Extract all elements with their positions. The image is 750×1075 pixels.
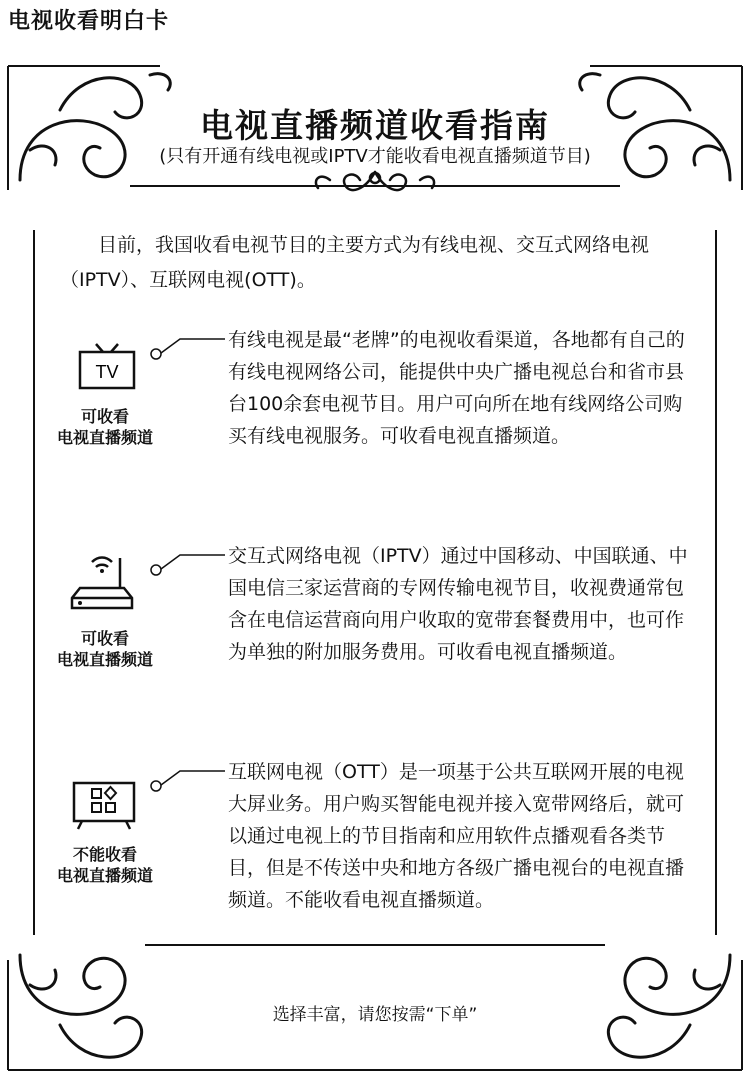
section-label-line1: 不能收看 xyxy=(72,845,137,864)
intro-paragraph: 目前，我国收看电视节目的主要方式为有线电视、交互式网络电视（IPTV）、互联网电视(OTT)。 xyxy=(60,234,650,291)
center-ornament-icon xyxy=(316,172,434,190)
section-label-line2: 电视直播频道 xyxy=(56,866,153,885)
corner-title: 电视收看明白卡 xyxy=(8,9,170,34)
tv-icon xyxy=(78,342,136,390)
section-description: 互联网电视（OTT）是一项基于公共互联网开展的电视大屏业务。用户购买智能电视并接入宽带网络后，就可以通过电视上的节目指南和应用软件点播观看各类节目，但是不传送中央和地方各级广播电视台的电视直播频道。不能收看电视直播频道。 xyxy=(228,761,685,911)
section-label-line2: 电视直播频道 xyxy=(56,428,153,447)
connector-line xyxy=(150,552,225,577)
section-label-line1: 可收看 xyxy=(80,629,129,648)
tv-icon-text: TV xyxy=(95,362,119,382)
page-title: 电视直播频道收看指南 xyxy=(200,106,550,145)
footer-text: 选择丰富，请您按需“下单” xyxy=(272,1005,478,1025)
section-label-line1: 可收看 xyxy=(80,407,129,426)
smart-tv-icon xyxy=(72,781,136,831)
connector-line xyxy=(150,336,225,361)
router-icon xyxy=(70,552,134,612)
section-description: 有线电视是最“老牌”的电视收看渠道，各地都有自己的有线电视网络公司，能提供中央广播电视总台和省市县台100余套电视节目。用户可向所在地有线网络公司购买有线电视服务。可收看电视直播频道。 xyxy=(228,329,685,447)
section-description: 交互式网络电视（IPTV）通过中国移动、中国联通、中国电信三家运营商的专网传输电视节目，收视费通常包含在电信运营商向用户收取的宽带套餐费用中，也可作为单独的附加服务费用。可收看电视直播频道。 xyxy=(228,545,688,663)
page-subtitle: (只有开通有线电视或IPTV才能收看电视直播频道节目) xyxy=(159,146,591,167)
connector-line xyxy=(150,768,225,793)
section-label-line2: 电视直播频道 xyxy=(56,650,153,669)
